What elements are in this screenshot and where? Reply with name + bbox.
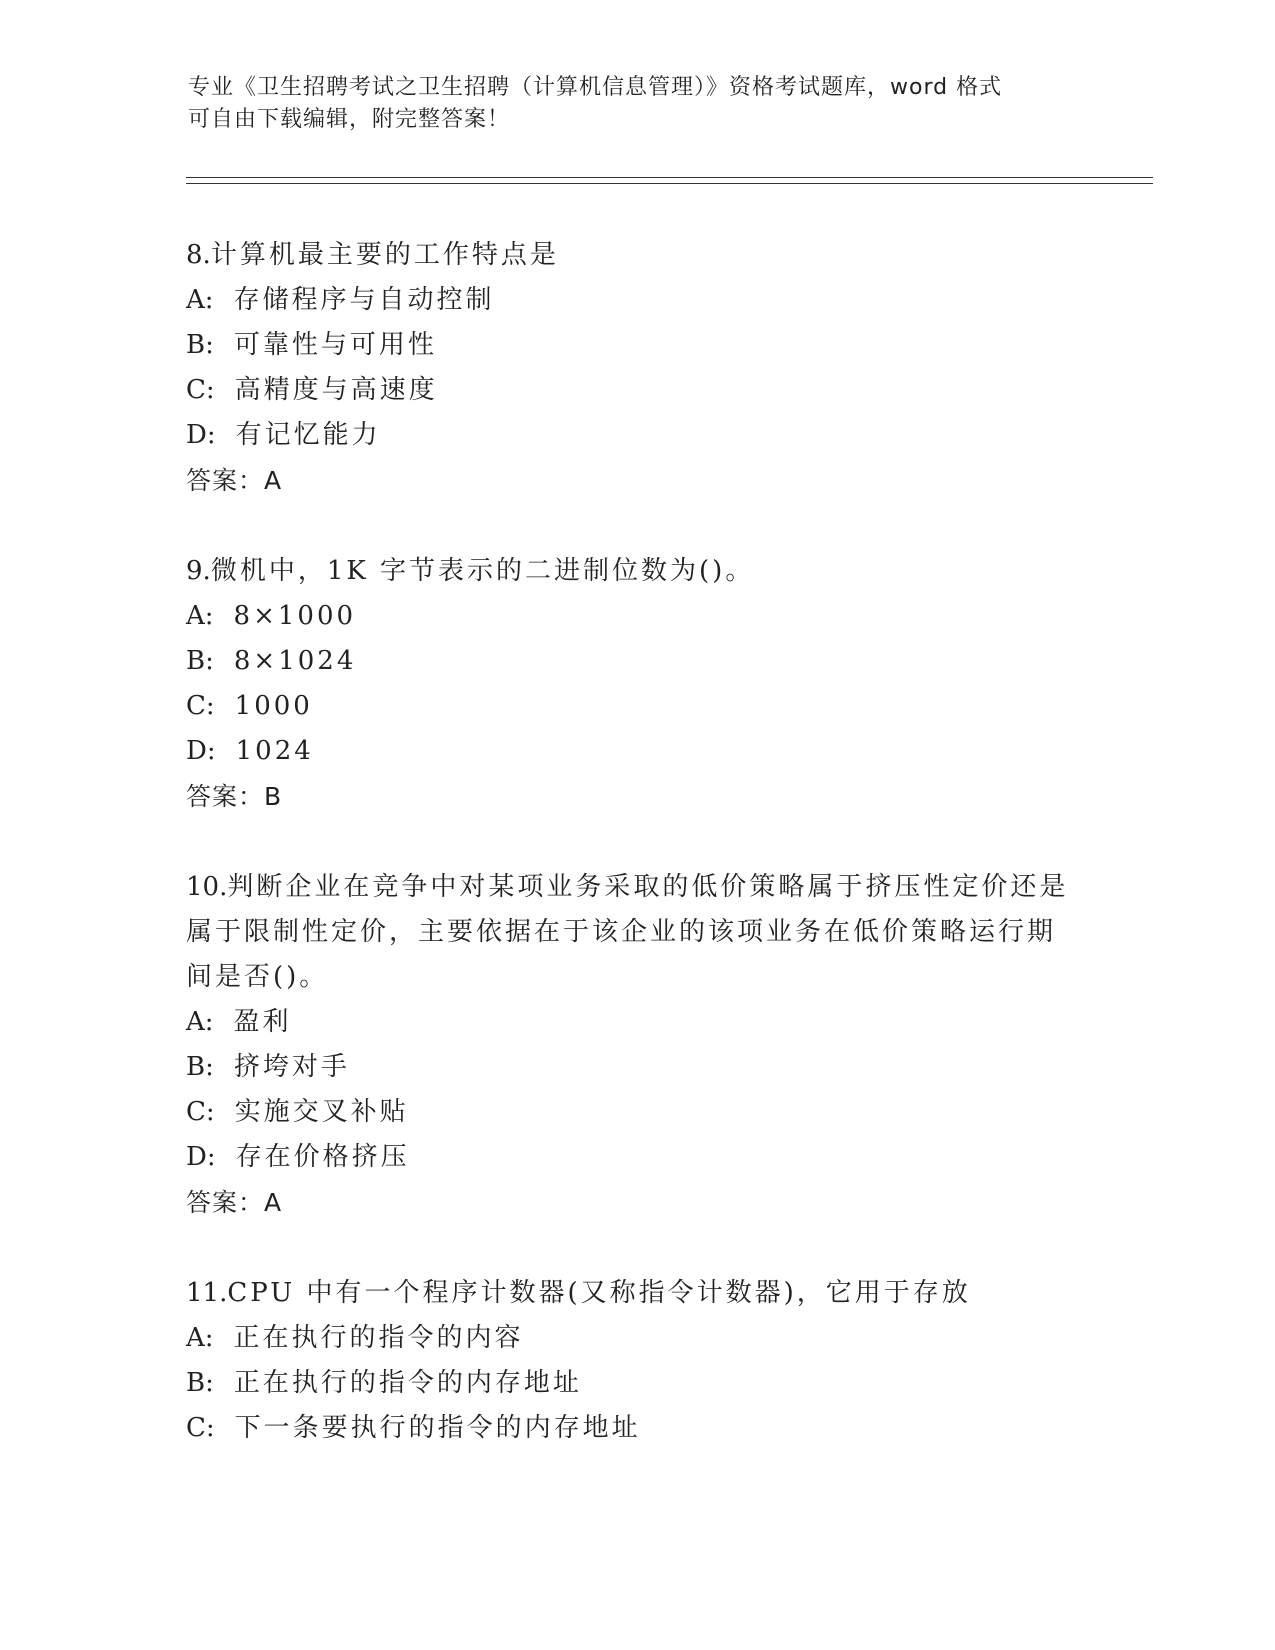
option-d	[186, 729, 1086, 774]
option-a	[186, 1316, 1086, 1361]
option-b	[186, 639, 1086, 684]
option-text: 8×1024	[233, 646, 357, 676]
question-stem	[186, 865, 1086, 910]
option-c	[186, 1406, 1086, 1451]
option-label: C:	[186, 1413, 215, 1443]
option-b	[186, 1045, 1086, 1090]
option-a	[186, 1000, 1086, 1045]
option-text: 高精度与高速度	[234, 375, 438, 405]
option-label: D:	[186, 736, 216, 766]
option-c	[186, 368, 1086, 413]
question-text-line-1: 判断企业在竞争中对某项业务采取的低价策略属于挤压性定价还是	[227, 872, 1069, 902]
header-line-1: 专业《卫生招聘考试之卫生招聘（计算机信息管理）》资格考试题库，word 格式	[188, 75, 1003, 100]
question-number: 10.	[186, 872, 228, 902]
question-text: 微机中，1K 字节表示的二进制位数为()。	[210, 556, 755, 586]
option-text: 挤垮对手	[233, 1052, 350, 1082]
option-label: A:	[186, 1323, 214, 1353]
option-text: 1024	[235, 736, 314, 766]
question-9	[186, 549, 1086, 819]
option-text: 实施交叉补贴	[234, 1097, 409, 1127]
question-number: 11.	[186, 1278, 228, 1308]
question-text: CPU 中有一个程序计数器(又称指令计数器)，它用于存放	[227, 1278, 971, 1308]
option-b	[186, 323, 1086, 368]
option-text: 8×1000	[233, 601, 357, 631]
question-number: 8.	[186, 240, 211, 270]
question-10	[186, 865, 1086, 1225]
option-label: B:	[186, 646, 214, 676]
option-label: A:	[186, 601, 214, 631]
option-text: 存在价格挤压	[235, 1142, 410, 1172]
question-text-line-3: 间是否()。	[186, 962, 329, 992]
option-c	[186, 684, 1086, 729]
question-stem	[186, 1271, 1086, 1316]
question-8	[186, 233, 1086, 503]
option-label: C:	[186, 375, 215, 405]
option-text: 1000	[234, 691, 313, 721]
question-11	[186, 1271, 1086, 1451]
option-text: 下一条要执行的指令的内存地址	[234, 1413, 641, 1443]
question-stem	[186, 549, 1086, 594]
answer-line: 答案：A	[186, 466, 283, 495]
option-c	[186, 1090, 1086, 1135]
option-a	[186, 278, 1086, 323]
option-label: D:	[186, 1142, 216, 1172]
option-d	[186, 413, 1086, 458]
option-label: C:	[186, 1097, 215, 1127]
header-line-2: 可自由下载编辑，附完整答案！	[188, 107, 511, 132]
option-d	[186, 1135, 1086, 1180]
question-list	[186, 233, 1086, 1497]
option-text: 正在执行的指令的内容	[233, 1323, 524, 1353]
question-text-line-2: 属于限制性定价，主要依据在于该企业的该项业务在低价策略运行期	[186, 917, 1057, 947]
option-text: 有记忆能力	[235, 420, 381, 450]
document-header	[188, 72, 1088, 136]
option-label: A:	[186, 1007, 214, 1037]
option-b	[186, 1361, 1086, 1406]
option-label: D:	[186, 420, 216, 450]
answer-line: 答案：A	[186, 1188, 283, 1217]
option-text: 盈利	[233, 1007, 292, 1037]
question-stem	[186, 233, 1086, 278]
answer-line: 答案：B	[186, 782, 283, 811]
option-label: B:	[186, 330, 214, 360]
option-label: B:	[186, 1052, 214, 1082]
option-text: 存储程序与自动控制	[233, 285, 495, 315]
question-number: 9.	[186, 556, 211, 586]
question-text: 计算机最主要的工作特点是	[210, 240, 559, 270]
option-label: C:	[186, 691, 215, 721]
option-a	[186, 594, 1086, 639]
option-text: 正在执行的指令的内存地址	[233, 1368, 582, 1398]
option-text: 可靠性与可用性	[233, 330, 437, 360]
option-label: B:	[186, 1368, 214, 1398]
option-label: A:	[186, 285, 214, 315]
header-divider	[186, 177, 1153, 184]
